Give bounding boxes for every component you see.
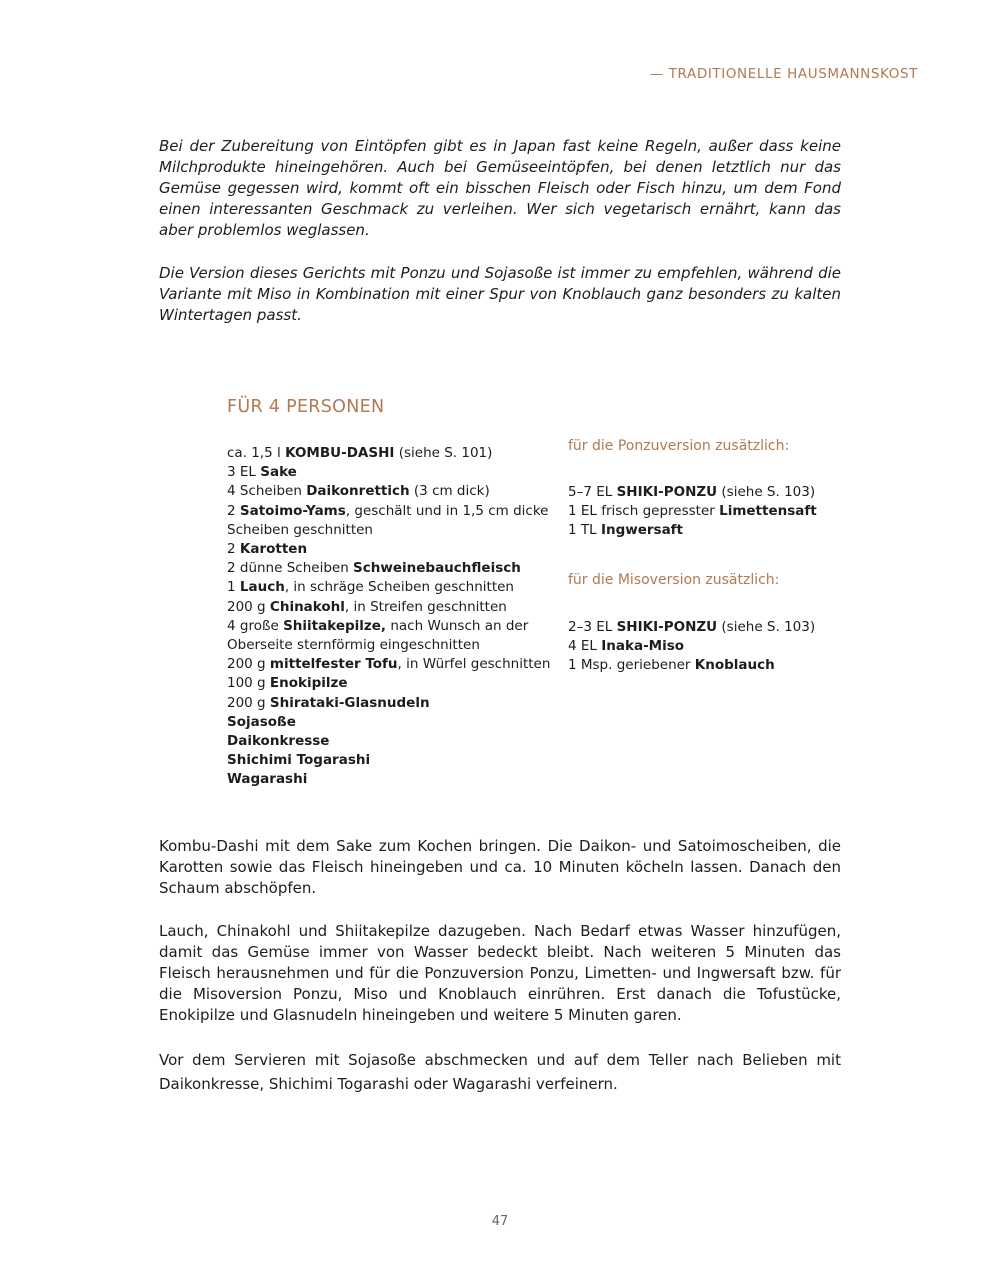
ponzu-ingredient-list	[568, 483, 848, 541]
ingredient-note: (3 cm dick)	[409, 483, 490, 500]
intro-paragraph-2: Die Version dieses Gerichts mit Ponzu und Sojasoße ist immer zu empfehlen, während die Variante mit Miso in Kombination mit einer Spur von Knoblauch ganz besonders zu kalten Wintertagen passt.	[159, 264, 841, 324]
method-paragraph-1: Kombu-Dashi mit dem Sake zum Kochen bringen. Die Daikon- und Satoimoscheiben, die Karotten sowie das Fleisch hineingeben und ca. 10 Minuten köcheln lassen. Danach den Schaum abschöpfen.	[159, 837, 841, 897]
ingredient-quantity: ca. 1,5 l	[227, 445, 286, 461]
ingredient-note: (siehe S. 103)	[717, 484, 816, 500]
ingredient-item	[227, 655, 557, 674]
ingredient-item	[568, 656, 848, 675]
ingredient-note: (siehe S. 101)	[394, 445, 493, 461]
ingredient-name: Satoimo-Yams	[239, 502, 346, 519]
ingredient-name: Knoblauch	[694, 657, 775, 674]
ingredient-item	[227, 482, 557, 501]
ingredient-quantity: 4 Scheiben	[227, 483, 307, 500]
ingredient-note: (siehe S. 103)	[717, 619, 816, 635]
ingredient-name: Sojasoße	[227, 713, 296, 730]
servings-title: FÜR 4 PERSONEN	[227, 397, 385, 417]
ingredient-quantity: 1 TL	[568, 522, 601, 539]
ingredient-quantity: 5–7 EL	[568, 484, 617, 500]
ingredient-name: Shiitakepilze,	[283, 617, 387, 634]
ingredient-item	[227, 617, 557, 655]
ponzu-variant-heading: für die Ponzuversion zusätzlich:	[568, 438, 790, 454]
ingredient-name: Limettensaft	[719, 503, 817, 520]
ingredient-item	[568, 618, 848, 637]
intro-paragraph-1: Bei der Zubereitung von Eintöpfen gibt es in Japan fast keine Regeln, außer dass keine Milchprodukte hineingehören. Auch bei Gemüseeintöpfen, bei denen letztlich nur das Gemüse gegessen wird, kommt oft ein bisschen Fleisch oder Fisch hinzu, um dem Fond einen interessanten Geschmack zu verleihen. Wer sich vegetarisch ernährt, kann das aber problemlos weglassen.	[159, 137, 841, 239]
ingredient-item	[568, 637, 848, 656]
ingredient-item	[568, 521, 848, 540]
ingredient-item	[227, 713, 557, 732]
ingredient-name: mittelfester Tofu	[269, 656, 398, 673]
ingredient-note: nach Wunsch an der Oberseite sternförmig eingeschnitten	[227, 617, 529, 654]
ingredient-quantity: 200 g	[227, 694, 270, 711]
ingredient-name: Inaka-Miso	[601, 638, 685, 655]
ingredient-note: , geschält und in 1,5 cm dicke Scheiben geschnitten	[227, 502, 549, 538]
ingredient-item	[227, 770, 557, 789]
miso-variant-heading: für die Misoversion zusätzlich:	[568, 572, 780, 588]
ingredient-note: , in Streifen geschnitten	[344, 598, 507, 615]
ingredient-quantity: 2 dünne Scheiben	[227, 560, 354, 577]
ingredient-name: Ingwersaft	[600, 522, 684, 539]
ingredient-name: Chinakohl	[269, 598, 345, 615]
ingredient-quantity: 200 g	[227, 656, 270, 673]
miso-ingredient-list	[568, 618, 848, 676]
method-paragraph-2: Lauch, Chinakohl und Shiitakepilze dazugeben. Nach Bedarf etwas Wasser hinzufügen, damit das Gemüse immer von Wasser bedeckt bleibt. Nach weiteren 5 Minuten das Fleisch herausnehmen und für die Ponzuversion Ponzu, Limetten- und Ingwersaft bzw. für die Misoversion Ponzu, Miso und Knoblauch einrühren. Erst danach die Tofustücke, Enokipilze und Glasnudeln hineingeben und weitere 5 Minuten garen.	[159, 922, 841, 1024]
ingredient-quantity: 2	[227, 502, 240, 519]
ingredient-item	[227, 540, 557, 559]
ingredient-note: , in Würfel geschnitten	[397, 656, 551, 673]
ingredient-quantity: 2–3 EL	[568, 619, 617, 635]
ingredient-item	[227, 463, 557, 482]
ingredient-name: Sake	[260, 464, 297, 481]
ingredient-item	[568, 483, 848, 502]
ingredient-item	[227, 559, 557, 578]
ingredient-name: Daikonrettich	[306, 483, 410, 500]
ingredient-name: Lauch	[239, 579, 285, 596]
ingredient-quantity: 100 g	[227, 675, 270, 692]
ingredient-quantity: 3 EL	[227, 464, 261, 481]
ingredient-quantity: 200 g	[227, 598, 270, 615]
ingredient-quantity: 2	[227, 541, 240, 558]
ingredient-quantity: 1	[227, 579, 240, 596]
ingredient-name: Daikonkresse	[227, 733, 330, 750]
ingredient-name: SHIKI-PONZU	[616, 484, 718, 500]
ingredient-name: Karotten	[239, 541, 308, 558]
ingredient-item	[227, 598, 557, 617]
ingredient-name: SHIKI-PONZU	[616, 619, 718, 635]
ingredient-name: Shirataki-Glasnudeln	[269, 694, 430, 711]
ingredient-item	[227, 578, 557, 597]
ingredient-item	[227, 751, 557, 770]
ingredient-name: Schweinebauchfleisch	[353, 560, 521, 577]
ingredient-item	[227, 674, 557, 693]
ingredient-item	[227, 694, 557, 713]
running-header: — TRADITIONELLE HAUSMANNSKOST	[649, 66, 918, 82]
method-paragraph-3: Vor dem Servieren mit Sojasoße abschmecken und auf dem Teller nach Belieben mit Daikonkresse, Shichimi Togarashi oder Wagarashi verfeinern.	[159, 1051, 841, 1093]
ingredient-list	[227, 444, 557, 790]
ingredient-name: Shichimi Togarashi	[227, 752, 371, 769]
ingredient-quantity: 1 EL frisch gepresster	[568, 503, 720, 520]
ingredient-name: Enokipilze	[269, 675, 348, 692]
ingredient-item	[227, 502, 557, 540]
ingredient-name: Wagarashi	[227, 771, 308, 788]
ingredient-quantity: 4 EL	[568, 638, 602, 655]
ingredient-name: KOMBU-DASHI	[285, 445, 395, 461]
ingredient-item	[568, 502, 848, 521]
ingredient-quantity: 1 Msp. geriebener	[568, 657, 695, 674]
ingredient-note: , in schräge Scheiben geschnitten	[284, 579, 514, 596]
ingredient-quantity: 4 große	[227, 617, 284, 634]
ingredient-item	[227, 444, 557, 463]
page-number: 47	[491, 1214, 509, 1229]
ingredient-item	[227, 732, 557, 751]
